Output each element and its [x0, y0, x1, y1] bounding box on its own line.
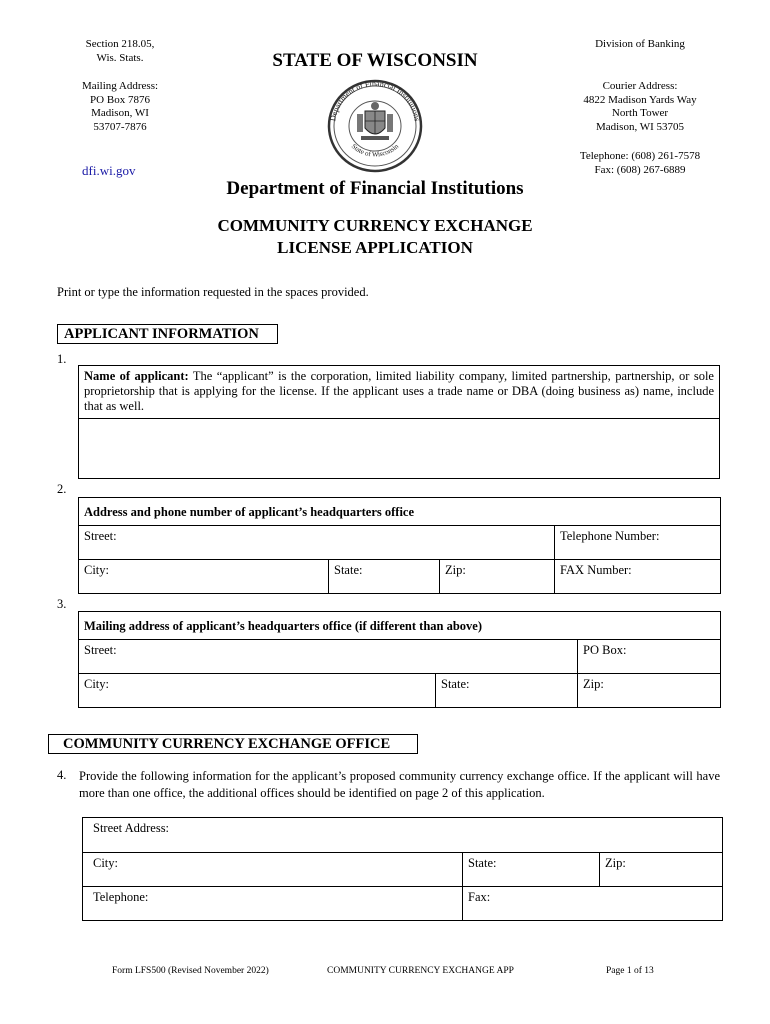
hq-zip-label: Zip: — [445, 563, 466, 577]
section-line-1: Section 218.05, — [85, 38, 155, 50]
mailing-street-field[interactable] — [79, 640, 578, 674]
division-name: Division of Banking — [595, 38, 685, 50]
state-seal — [313, 78, 437, 174]
applicant-name-instructions — [79, 366, 720, 419]
office-zip-label: Zip: — [605, 856, 626, 870]
telephone-number: Telephone: (608) 261-7578 — [579, 150, 701, 162]
office-address-table — [82, 817, 723, 921]
mailing-line-3: 53707-7876 — [93, 120, 147, 133]
hq-telephone-field[interactable] — [555, 526, 721, 560]
section-line-2: Wis. Stats. — [96, 51, 144, 64]
office-instructions: Provide the following information for the applicant’s proposed community currency exchange office. If the applicant will have more than one office, the additional offices should be identified on page 2 of this application. — [79, 769, 720, 800]
question-1-number: 1. — [57, 352, 67, 366]
office-fax-label: Fax: — [468, 890, 491, 904]
office-street-field[interactable] — [83, 818, 723, 853]
mailing-address — [70, 80, 170, 134]
contact-numbers — [565, 150, 715, 177]
office-city-field[interactable] — [83, 853, 463, 887]
mailing-po-box-field[interactable] — [578, 640, 721, 674]
applicant-name-field[interactable] — [79, 419, 720, 479]
seal-bottom-text: State of Wisconsin — [349, 142, 401, 159]
form-title-line-1: COMMUNITY CURRENCY EXCHANGE — [217, 216, 533, 235]
svg-text:State of Wisconsin — [350, 142, 401, 159]
office-city-label: City: — [93, 856, 119, 870]
mailing-address-table — [78, 611, 721, 708]
mailing-address-header: Mailing address of applicant’s headquarters office (if different than above) — [79, 612, 721, 640]
office-street-label: Street Address: — [93, 821, 170, 835]
seal-icon — [313, 78, 437, 174]
applicant-name-description: The “applicant” is the corporation, limited liability company, limited partnership, partnership, or sole proprietorship that is applying for the license. If the applicant uses a trade name or DBA (doing business as) name, include that as well. — [84, 369, 714, 413]
hq-street-label: Street: — [84, 529, 117, 543]
mailing-zip-label: Zip: — [583, 677, 604, 691]
courier-line-3: Madison, WI 53705 — [595, 120, 685, 133]
exchange-office-heading: COMMUNITY CURRENCY EXCHANGE OFFICE — [48, 734, 418, 754]
hq-city-field[interactable] — [79, 560, 329, 594]
question-3-number: 3. — [57, 597, 67, 611]
mailing-zip-field[interactable] — [578, 674, 721, 708]
instructions: Print or type the information requested in the spaces provided. — [57, 285, 369, 299]
mailing-street-label: Street: — [84, 643, 117, 657]
page-title: STATE OF WISCONSIN — [272, 50, 478, 71]
hq-city-label: City: — [84, 563, 110, 577]
office-telephone-label: Telephone: — [93, 890, 149, 904]
courier-line-1: 4822 Madison Yards Way — [583, 93, 697, 106]
seal-ring-text: Department of Financial Institutions — [328, 78, 422, 122]
mailing-state-field[interactable] — [436, 674, 578, 708]
mailing-city-field[interactable] — [79, 674, 436, 708]
applicant-name-table — [78, 365, 720, 479]
office-zip-field[interactable] — [600, 853, 723, 887]
office-telephone-field[interactable] — [83, 887, 463, 921]
question-4-number: 4. — [57, 768, 67, 782]
hq-fax-field[interactable] — [555, 560, 721, 594]
courier-address — [565, 80, 715, 134]
footer-form-id: Form LFS500 (Revised November 2022) — [112, 966, 269, 976]
courier-label: Courier Address: — [602, 80, 678, 92]
headquarters-address-table — [78, 497, 721, 594]
footer-page-number: Page 1 of 13 — [606, 966, 654, 976]
hq-telephone-label: Telephone Number: — [560, 529, 660, 543]
hq-street-field[interactable] — [79, 526, 555, 560]
hq-state-label: State: — [334, 563, 363, 577]
mailing-line-1: PO Box 7876 — [90, 93, 150, 106]
applicant-name-label: Name of applicant: — [84, 369, 189, 383]
question-2-number: 2. — [57, 482, 67, 496]
mailing-line-2: Madison, WI — [91, 107, 149, 119]
mailing-label: Mailing Address: — [81, 80, 159, 92]
headquarters-address-header: Address and phone number of applicant’s headquarters office — [79, 498, 721, 526]
mailing-city-label: City: — [84, 677, 110, 691]
form-title — [175, 215, 575, 259]
footer-form-name: COMMUNITY CURRENCY EXCHANGE APP — [327, 966, 514, 976]
statute-reference — [70, 38, 170, 65]
office-fax-field[interactable] — [463, 887, 723, 921]
hq-fax-label: FAX Number: — [560, 563, 632, 577]
hq-state-field[interactable] — [329, 560, 440, 594]
fax-number: Fax: (608) 267-6889 — [594, 163, 686, 176]
office-state-field[interactable] — [463, 853, 600, 887]
office-state-label: State: — [468, 856, 497, 870]
applicant-information-heading: APPLICANT INFORMATION — [57, 324, 278, 344]
form-title-line-2: LICENSE APPLICATION — [277, 238, 473, 257]
hq-zip-field[interactable] — [440, 560, 555, 594]
website-link[interactable]: dfi.wi.gov — [82, 163, 136, 178]
courier-line-2: North Tower — [611, 107, 669, 119]
department-name: Department of Financial Institutions — [226, 178, 524, 199]
mailing-state-label: State: — [441, 677, 470, 691]
mailing-po-box-label: PO Box: — [583, 643, 627, 657]
